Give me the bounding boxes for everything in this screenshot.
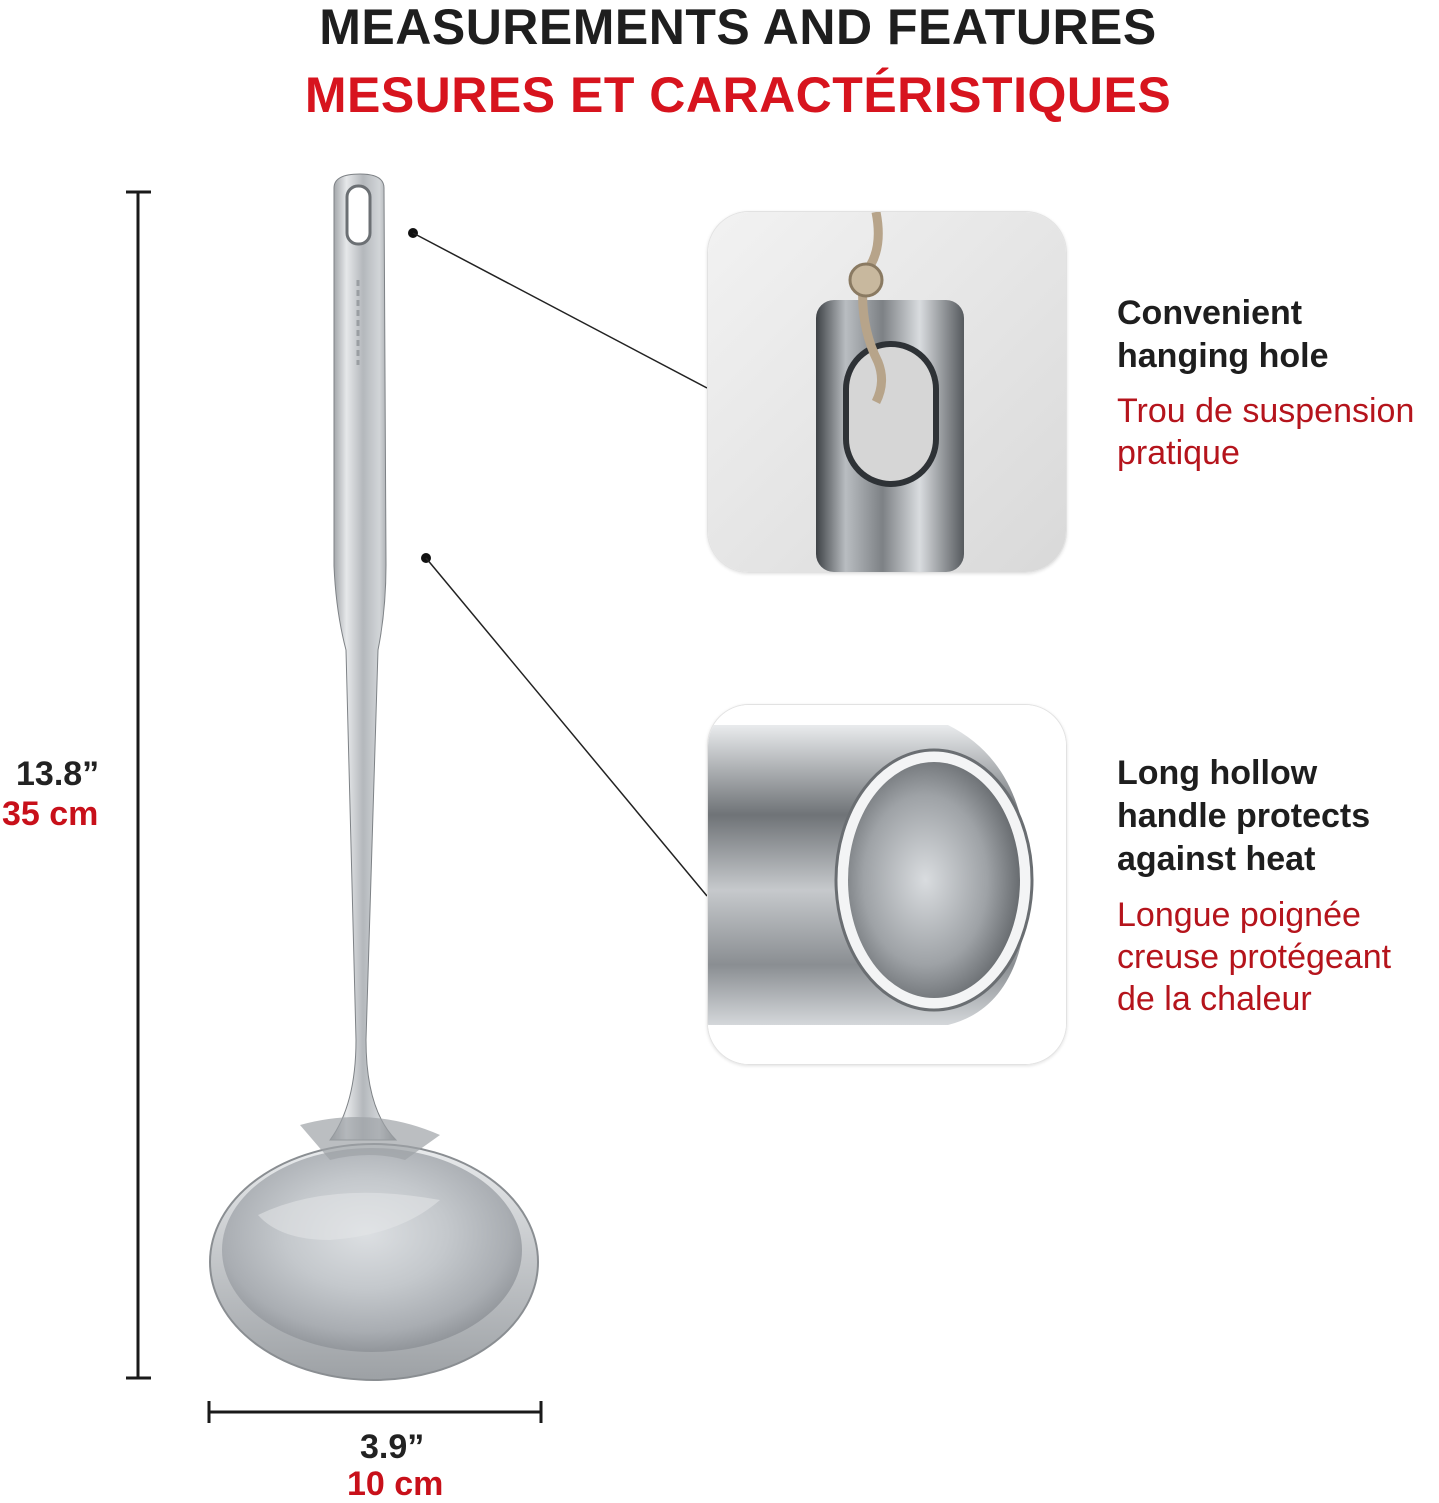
- feature-hollow-handle-french: Longue poignée creuse protégeant de la chaleur: [1117, 896, 1392, 1018]
- height-metric-label: 35 cm: [2, 795, 99, 833]
- hanging-hole-icon: [708, 212, 1066, 572]
- title-french: MESURES ET CARACTÉRISTIQUES: [304, 67, 1172, 123]
- height-dimension-line: [126, 192, 151, 1378]
- width-imperial-label: 3.9”: [360, 1428, 425, 1466]
- hollow-handle-closeup-image: [707, 704, 1067, 1065]
- callout-line-hanging-hole: [408, 228, 707, 388]
- feature-hanging-hole-french: Trou de suspension pratique: [1117, 392, 1415, 472]
- ladle-handle: [330, 174, 396, 1140]
- ladle-hanging-hole: [347, 186, 370, 244]
- callout-line-hollow-handle: [421, 553, 707, 896]
- height-imperial-label: 13.8”: [16, 755, 100, 793]
- width-metric-label: 10 cm: [347, 1465, 444, 1503]
- width-dimension-line: [209, 1401, 541, 1423]
- hanging-hole-closeup-image: [707, 211, 1067, 573]
- feature-hanging-hole-title: Convenient hanging hole: [1117, 294, 1329, 375]
- hollow-tube-icon: [708, 705, 1066, 1064]
- title-english: MEASUREMENTS AND FEATURES: [319, 0, 1157, 55]
- feature-hollow-handle-title: Long hollow handle protects against heat: [1117, 754, 1371, 878]
